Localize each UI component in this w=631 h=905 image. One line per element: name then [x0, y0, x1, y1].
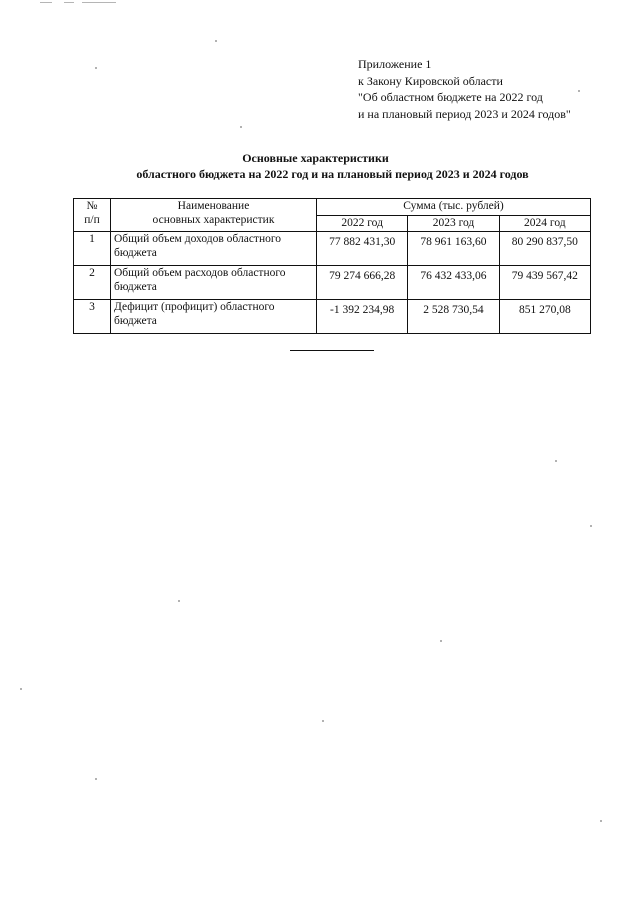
table-header-row [74, 199, 591, 216]
header-year: 2024 год [499, 215, 590, 232]
appendix-reference [358, 56, 571, 122]
scan-speck [95, 67, 97, 69]
row-value: 80 290 837,50 [499, 232, 590, 266]
scan-speck [440, 640, 442, 642]
scan-speck [600, 820, 602, 822]
table-row [74, 232, 591, 266]
row-value: 79 274 666,28 [317, 266, 408, 300]
row-value: 2 528 730,54 [408, 300, 499, 334]
document-title [0, 150, 631, 182]
row-name: Дефицит (профицит) областного бюджета [111, 300, 317, 334]
title-line: Основные характеристики [242, 151, 389, 165]
scan-artifact [82, 2, 116, 3]
row-value: 851 270,08 [499, 300, 590, 334]
header-text: Наименование [177, 200, 250, 212]
table-row [74, 266, 591, 300]
scan-speck [95, 778, 97, 780]
header-number [74, 199, 111, 232]
appendix-line: "Об областном бюджете на 2022 год [358, 90, 543, 104]
scan-artifact [40, 2, 52, 3]
appendix-line: к Закону Кировской области [358, 73, 503, 88]
scan-speck [555, 460, 557, 462]
header-year: 2023 год [408, 215, 499, 232]
row-number: 2 [74, 266, 111, 300]
scan-speck [215, 40, 217, 42]
row-number: 3 [74, 300, 111, 334]
header-name [111, 199, 317, 232]
appendix-line: Приложение 1 [358, 57, 432, 71]
budget-table [73, 198, 591, 334]
row-value: 79 439 567,42 [499, 266, 590, 300]
scan-speck [178, 600, 180, 602]
header-sum: Сумма (тыс. рублей) [317, 199, 591, 216]
row-name: Общий объем доходов областного бюджета [111, 232, 317, 266]
scan-speck [20, 688, 22, 690]
scan-artifact [64, 2, 74, 3]
row-value: 76 432 433,06 [408, 266, 499, 300]
end-rule [290, 350, 374, 351]
header-year: 2022 год [317, 215, 408, 232]
row-value: 78 961 163,60 [408, 232, 499, 266]
row-value: 77 882 431,30 [317, 232, 408, 266]
header-text: основных характеристик [152, 213, 275, 226]
row-value: -1 392 234,98 [317, 300, 408, 334]
appendix-line: и на плановый период 2023 и 2024 годов" [358, 106, 571, 121]
row-name: Общий объем расходов областного бюджета [111, 266, 317, 300]
scan-speck [322, 720, 324, 722]
scan-speck [590, 525, 592, 527]
scan-speck [578, 90, 580, 92]
table-row [74, 300, 591, 334]
header-text: № [86, 200, 98, 212]
scan-speck [240, 126, 242, 128]
row-number: 1 [74, 232, 111, 266]
title-line: областного бюджета на 2022 год и на плановый период 2023 и 2024 годов [136, 167, 529, 181]
header-text: п/п [84, 213, 100, 226]
